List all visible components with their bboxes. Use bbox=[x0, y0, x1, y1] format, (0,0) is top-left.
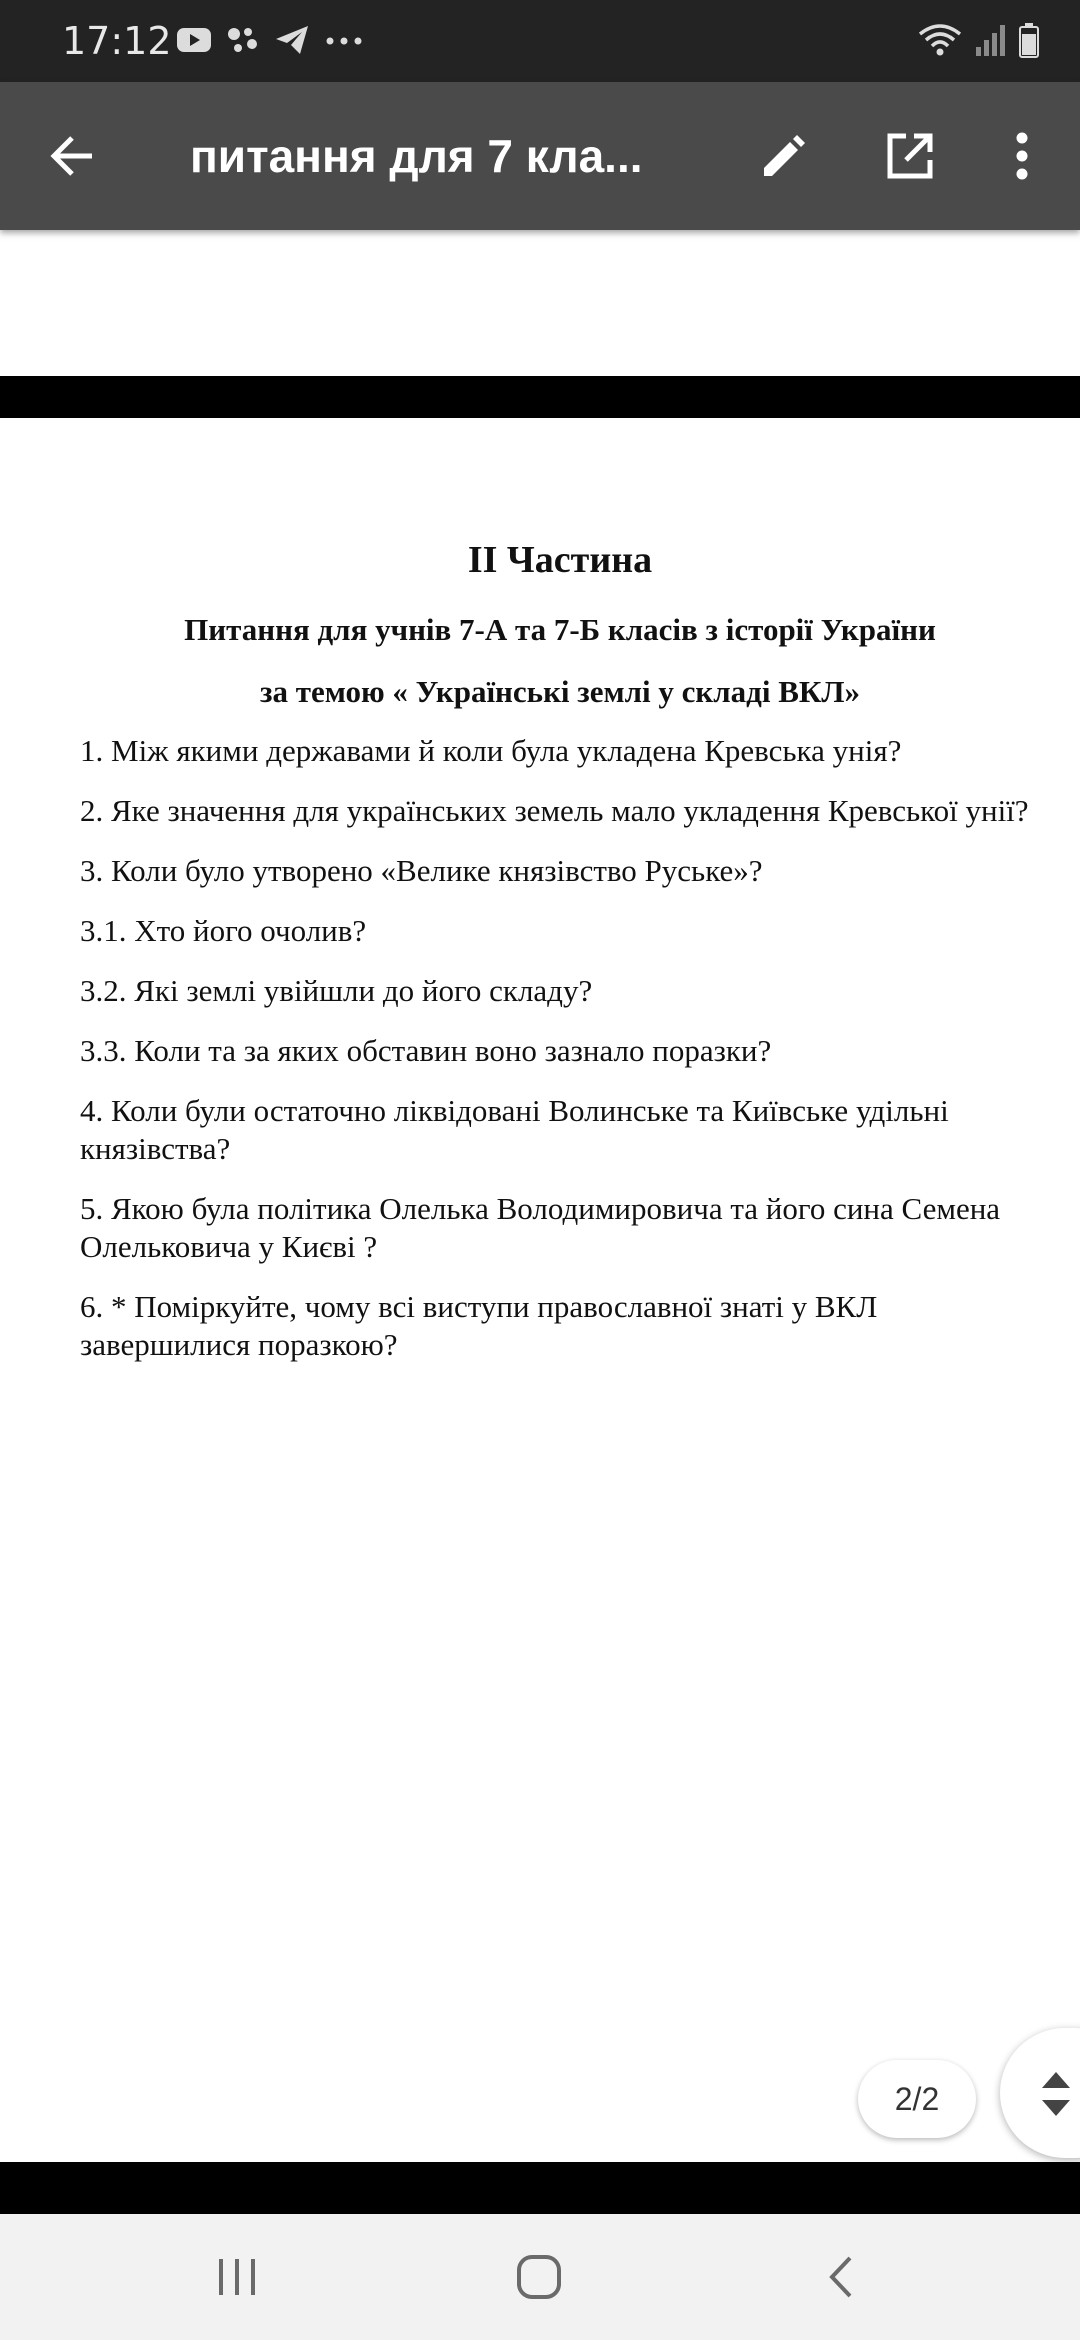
page-indicator: 2/2 bbox=[858, 2060, 976, 2138]
recents-button[interactable] bbox=[202, 2244, 272, 2310]
status-bar bbox=[0, 0, 1080, 82]
page-separator-bottom bbox=[0, 2162, 1080, 2214]
question-item: 3.2. Які землі увійшли до його складу? bbox=[80, 973, 593, 1008]
assistant-icon bbox=[226, 24, 260, 61]
scroll-arrows-icon bbox=[1038, 2066, 1074, 2122]
more-vert-icon bbox=[1014, 130, 1030, 182]
app-bar bbox=[0, 82, 1080, 230]
telegram-icon bbox=[274, 24, 310, 61]
more-options-button[interactable] bbox=[988, 122, 1056, 190]
chevron-left-icon bbox=[826, 2254, 856, 2300]
document-title: питання для 7 кла... bbox=[190, 130, 643, 182]
question-item: 3.1. Хто його очолив? bbox=[80, 913, 367, 948]
page-heading: ІІ Частина bbox=[467, 539, 653, 581]
system-back-button[interactable] bbox=[806, 2244, 876, 2310]
home-icon bbox=[515, 2253, 563, 2301]
document-page bbox=[80, 536, 1040, 1386]
youtube-icon bbox=[176, 26, 212, 59]
question-item: 3. Коли було утворено «Велике князівство Руське»? bbox=[80, 853, 763, 888]
notification-icons bbox=[176, 22, 364, 62]
question-item: 2. Яке значення для українських земель мало укладення Кревської унії? bbox=[80, 793, 1029, 828]
arrow-back-icon bbox=[48, 134, 96, 178]
open-external-icon bbox=[884, 130, 936, 182]
navigation-bar bbox=[0, 2214, 1080, 2340]
question-item: 3.3. Коли та за яких обставин воно зазнало поразки? bbox=[80, 1033, 772, 1068]
system-icons bbox=[918, 20, 1040, 64]
status-time: 17:12 bbox=[62, 19, 172, 63]
signal-icon bbox=[974, 23, 1006, 62]
recents-icon bbox=[215, 2257, 259, 2297]
battery-icon bbox=[1018, 22, 1040, 63]
question-item: 1. Між якими державами й коли була укладена Кревська унія? bbox=[80, 733, 902, 768]
back-button[interactable] bbox=[42, 126, 102, 186]
page-subtitle-topic: за темою « Українські землі у складі ВКЛ» bbox=[260, 674, 860, 709]
edit-icon bbox=[758, 130, 810, 182]
wifi-icon bbox=[918, 22, 962, 63]
edit-button[interactable] bbox=[750, 122, 818, 190]
home-button[interactable] bbox=[504, 2244, 574, 2310]
page-subtitle: Питання для учнів 7-А та 7-Б класів з історії України bbox=[184, 612, 936, 647]
question-item: 5. Якою була політика Олелька Володимировича та його сина Семена Олельковича у Києві ? bbox=[80, 1191, 1001, 1264]
page-separator bbox=[0, 376, 1080, 418]
more-notifications-icon bbox=[324, 33, 364, 51]
open-external-button[interactable] bbox=[876, 122, 944, 190]
question-item: 6. * Поміркуйте, чому всі виступи православної знаті у ВКЛ завершилися поразкою? bbox=[80, 1289, 878, 1362]
question-item: 4. Коли були остаточно ліквідовані Волинське та Київське удільні князівства? bbox=[80, 1093, 949, 1166]
